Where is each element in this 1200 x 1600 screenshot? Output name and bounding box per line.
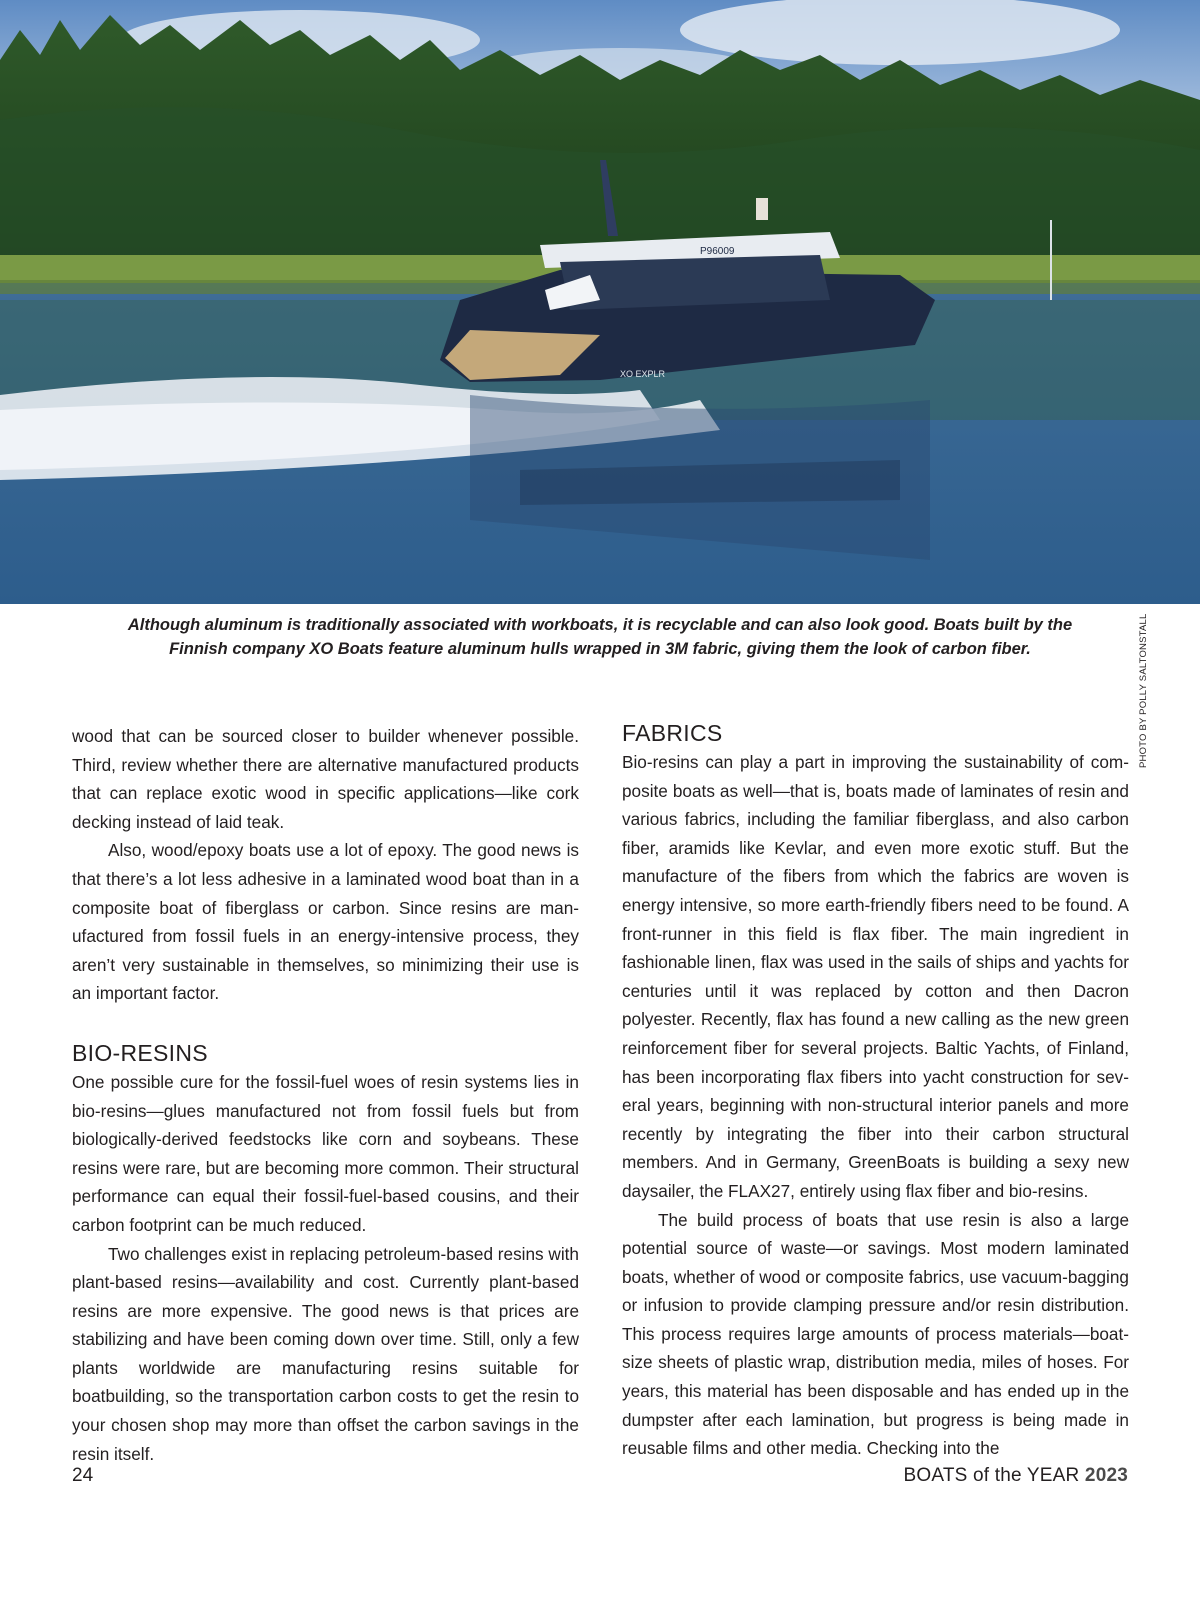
boat-photo <box>0 0 1200 604</box>
paragraph: wood that can be sourced closer to builder whenever possible. Third, review whether there are alternative manufactured products that can replace exotic wood in specific applications—like cork decking instead of laid teak. <box>72 726 579 832</box>
caption-line-1: Although aluminum is traditionally associated with workboats, it is recyclable and can also look good. Boats built by the <box>127 616 1073 634</box>
section-heading-fabrics: FABRICS <box>622 720 723 746</box>
page-number: 24 <box>72 1465 94 1486</box>
magazine-title: BOATS of the YEAR <box>903 1465 1080 1486</box>
section-heading-bio-resins: BIO-RESINS <box>72 1039 208 1066</box>
paragraph: Also, wood/epoxy boats use a lot of epoxy. The good news is that there’s a lot less adhesive in a laminated wood boat than in a composite boat of fiberglass or carbon. Since resins are manufactured from fossil fuels in an energy-intensive process, they aren’t very sustainable in themselves, so minimizing their use is an important factor. <box>72 840 579 1004</box>
magazine-footer <box>840 1465 1128 1487</box>
paragraph: Bio-resins can play a part in improving the sustainability of composite boats as well—that is, boats made of laminates of resin and various fabrics, including the familiar fiberglass, and also carbon fiber, aramids like Kevlar, and even more exotic stuff. But the manufacture of the fibers from which the fabrics are woven is energy intensive, so more earth-friendly fibers need to be found. A front-runner in this field is flax fiber. The main ingredient in fashionable linen, flax was used in the sails of ships and yachts for centuries until it was replaced by cotton and then Dacron polyester. Recently, flax has found a new calling as the new green reinforcement fiber for several projects. Baltic Yachts, of Finland, has been incorporating flax fibers into yacht construction for several years, beginning with non-structural interior panels and more recently by integrating the fiber into their carbon structural members. And in Germany, GreenBoats is building a sexy new daysailer, the FLAX27, entirely using flax fiber and bio-resins. <box>622 752 1129 1201</box>
paragraph: Two challenges exist in replacing petroleum-based resins with plant-based resins—availability and cost. Currently plant-based resins are more expensive. The good news is that prices are stabilizing and have been coming down over time. Still, only a few plants worldwide are manufacturing resins suitable for boatbuilding, so the transportation carbon costs to get the resin to your chosen shop may more than offset the carbon savings in the resin itself. <box>72 1243 579 1464</box>
paragraph: One possible cure for the fossil-fuel woes of resin systems lies in bio-resins—glues manufactured not from fossil fuels but from biologically-derived feedstocks like corn and soybeans. These resins were rare, but are becoming more common. Their structural performance can equal their fossil-fuel-based cousins, and their carbon footprint can be much reduced. <box>72 1071 579 1235</box>
left-column <box>72 722 579 1468</box>
svg-text:XO EXPLR: XO EXPLR <box>620 369 666 379</box>
svg-text:P96009: P96009 <box>700 246 735 257</box>
photo-caption <box>70 613 1130 661</box>
right-column <box>622 718 1129 1463</box>
caption-line-2: Finnish company XO Boats feature aluminum hulls wrapped in 3M fabric, giving them the look of carbon fiber. <box>169 640 1031 658</box>
paragraph: The build process of boats that use resin is also a large potential source of waste—or savings. Most modern laminated boats, whether of wood or composite fabrics, use vacuum-bagging or infusion to provide clamping pressure and/or resin distribution. This process requires large amounts of process materials—boat-size sheets of plastic wrap, distribution media, miles of hoses. For years, this material has been disposable and has ended up in the dumpster after each lamination, but progress is being made in reusable films and other media. Checking into the <box>622 1209 1129 1459</box>
magazine-year: 2023 <box>1084 1465 1128 1486</box>
photo-credit: PHOTO BY POLLY SALTONSTALL <box>1138 613 1149 768</box>
